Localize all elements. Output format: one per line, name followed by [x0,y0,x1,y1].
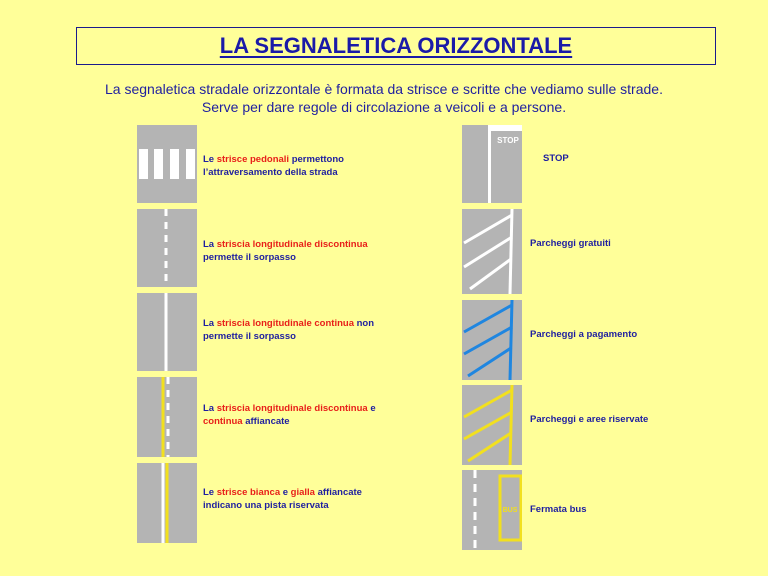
solid-line-description: La striscia longitudinale continua non permette il sorpasso [203,318,375,342]
bus-road-text: BUS [502,507,518,514]
reserved-lane-description: Le strisce bianca e gialla affiancate indicano una pista riservata [203,487,362,511]
reserved-parking-illustration [462,385,522,465]
bus-stop-illustration [462,470,522,550]
intro-line-1: La segnaletica stradale orizzontale è formata da strisce e scritte che vediamo sulle strade. [105,81,663,97]
dashed-line-description: La striscia longitudinale discontinua permette il sorpasso [203,239,368,263]
bus-stop-label: Fermata bus [530,504,587,515]
free-parking-illustration [462,209,522,294]
page-title: LA SEGNALETICA ORIZZONTALE [219,33,573,58]
stop-road-text: STOP [497,136,519,145]
dashed-line-road-illustration [137,209,197,287]
crosswalk-description: Le strisce pedonali permettono l’attraversamento della strada [203,154,344,178]
reserved-parking-label: Parcheggi e aree riservate [530,414,649,425]
mixed-line-description: La striscia longitudinale discontinua e continua affiancate [203,403,376,427]
intro-line-2: Serve per dare regole di circolazione a veicoli e a persone. [201,99,567,115]
stop-road-illustration [462,125,522,203]
stop-label: STOP [543,153,569,164]
paid-parking-label: Parcheggi a pagamento [530,329,638,340]
title-box [76,27,716,65]
paid-parking-illustration [462,300,522,380]
mixed-line-road-illustration [137,377,197,457]
free-parking-label: Parcheggi gratuiti [530,238,611,249]
crosswalk-road-illustration [137,125,197,203]
intro-text [0,80,768,116]
reserved-lane-road-illustration [137,463,197,543]
solid-line-road-illustration [137,293,197,371]
